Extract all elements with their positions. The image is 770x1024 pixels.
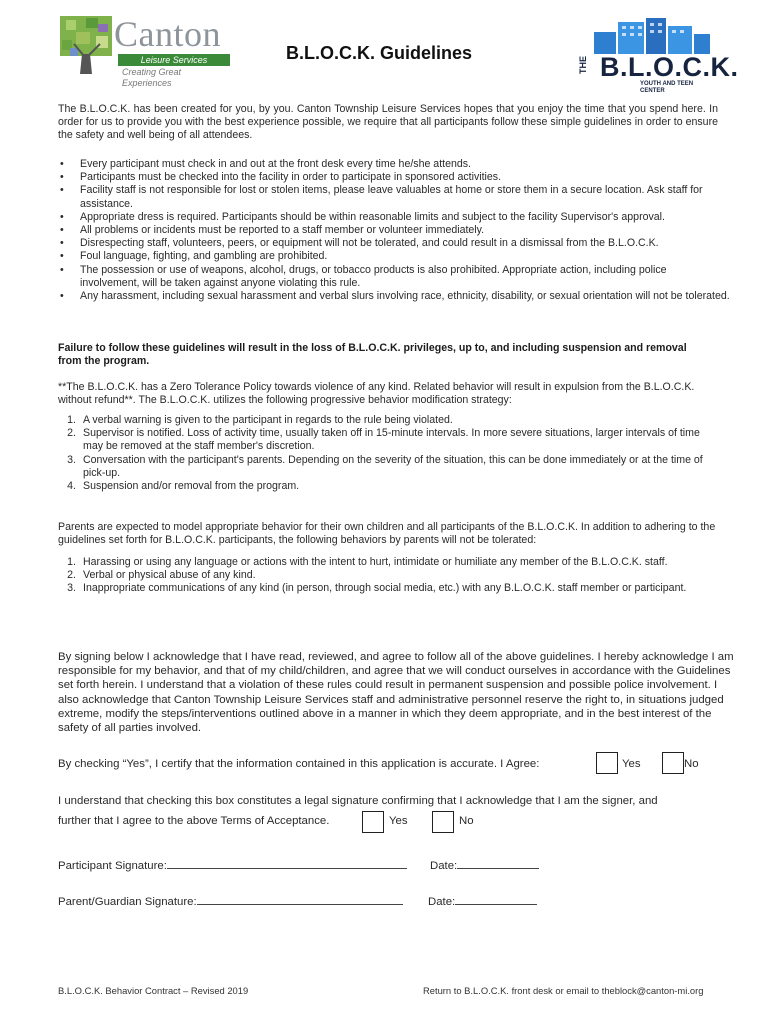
legal-yes-label: Yes <box>389 815 408 827</box>
list-number: 1. <box>67 556 76 568</box>
list-item: • The possession or use of weapons, alcohol, drugs, or tobacco products is also prohibited. Appropriate action, including police involvement, will be taken against anyone violating this rule. <box>58 264 720 290</box>
participant-signature-row <box>58 858 407 873</box>
participant-date-row <box>430 858 539 873</box>
block-logo-word: B.L.O.C.K. <box>600 52 739 82</box>
certify-yes-label: Yes <box>622 758 641 770</box>
list-item: • Disrespecting staff, volunteers, peers, or equipment will not be tolerated, and could result in a dismissal from the B.L.O.C.K. <box>58 237 740 250</box>
legal-no-label: No <box>459 815 474 827</box>
buildings-icon <box>594 18 710 54</box>
guardian-signature-row <box>58 894 403 909</box>
list-number: 3. <box>67 453 76 466</box>
list-number: 2. <box>67 569 76 582</box>
list-item <box>58 454 718 480</box>
zero-tolerance-paragraph: **The B.L.O.C.K. has a Zero Tolerance Policy towards violence of any kind. Related behavior will result in expulsion from the B.L.O.C.K. without refund**. The B.L.O.C.K. utilizes the following progressive behavior modification strategy: <box>58 381 695 407</box>
list-item: • All problems or incidents must be reported to a staff member or volunteer immediately. <box>58 224 740 237</box>
canton-logo-tagline: Creating Great Experiences <box>122 67 182 88</box>
list-item <box>58 582 688 595</box>
warning-heading: Failure to follow these guidelines will result in the loss of B.L.O.C.K. privileges, up to, and including suspension and removal from the program. <box>58 342 687 368</box>
guardian-signature-label: Parent/Guardian Signature: <box>58 896 197 908</box>
list-text: Suspension and/or removal from the program. <box>83 480 300 493</box>
list-item: • Every participant must check in and out at the front desk every time he/she attends. <box>58 158 740 171</box>
canton-logo-band: Leisure Services <box>118 54 230 66</box>
list-item <box>58 414 718 427</box>
certify-yes-checkbox[interactable] <box>596 752 618 774</box>
list-text: Harassing or using any language or actions with the intent to hurt, intimidate or humiliate any member of the B.L.O.C.K. staff. <box>83 556 668 568</box>
footer-right: Return to B.L.O.C.K. front desk or email to theblock@canton-mi.org <box>423 985 704 996</box>
guardian-date-field[interactable] <box>455 894 537 905</box>
list-item <box>58 480 718 493</box>
legal-yes-checkbox[interactable] <box>362 811 384 833</box>
list-item: • Facility staff is not responsible for lost or stolen items, please leave valuables at home or store them in a secure location. Ask staff for assistance. <box>58 184 720 210</box>
legal-no-checkbox[interactable] <box>432 811 454 833</box>
block-logo-prefix: THE <box>578 56 588 74</box>
parents-paragraph: Parents are expected to model appropriate behavior for their own children and all participants of the B.L.O.C.K. In addition to adhering to the guidelines set forth for B.L.O.C.K. participants, the following behaviors by parents will not be tolerated: <box>58 521 716 547</box>
list-item: • Any harassment, including sexual harassment and verbal slurs involving race, ethnicity, disability, or sexual orientation will not be tolerated. <box>58 290 750 303</box>
participant-date-label: Date: <box>430 860 458 872</box>
guardian-signature-field[interactable] <box>197 894 403 905</box>
block-logo <box>578 18 739 94</box>
list-text: Inappropriate communications of any kind (in person, through social media, etc.) with any B.L.O.C.K. staff member or participant. <box>83 582 687 595</box>
list-item <box>58 569 688 582</box>
parent-behaviors-list <box>58 556 688 596</box>
list-number: 3. <box>67 582 76 595</box>
list-text: Verbal or physical abuse of any kind. <box>83 569 256 582</box>
participant-date-field[interactable] <box>457 858 539 869</box>
canton-logo <box>56 14 232 88</box>
block-logo-subtitle: YOUTH AND TEEN CENTER <box>640 81 694 94</box>
list-item: • Foul language, fighting, and gambling are prohibited. <box>58 250 740 263</box>
list-number: 4. <box>67 480 76 493</box>
list-item <box>58 427 718 453</box>
participant-signature-label: Participant Signature: <box>58 860 167 872</box>
intro-paragraph: The B.L.O.C.K. has been created for you, by you. Canton Township Leisure Services hopes that you enjoy the time that you spend here. In order for us to provide you with the best experience possible, we require that all participants follow these simple guidelines in order to ensure the safety and well being of all attendees. <box>58 103 718 142</box>
list-item <box>58 556 688 569</box>
strategy-list <box>58 414 718 493</box>
guardian-date-row <box>428 894 537 909</box>
certify-text: By checking “Yes”, I certify that the information contained in this application is accurate. I Agree: <box>58 758 540 770</box>
list-item: • Appropriate dress is required. Participants should be within reasonable limits and subject to the facility Supervisor's approval. <box>58 211 740 224</box>
list-text: Supervisor is notified. Loss of activity time, usually taken off in 15-minute intervals. In more severe situations, larger intervals of time may be removed at the staff member's discretion. <box>83 427 700 453</box>
list-number: 2. <box>67 427 76 440</box>
legal-text-line-1: I understand that checking this box constitutes a legal signature confirming that I acknowledge that I am the signer, and <box>58 795 658 807</box>
certify-no-label: No <box>684 758 699 770</box>
list-text: Conversation with the participant's parents. Depending on the severity of the situation, this can be done immediately or at the time of pick-up. <box>83 453 703 479</box>
guidelines-list <box>58 158 740 303</box>
list-number: 1. <box>67 414 76 426</box>
legal-text-line-2: further that I agree to the above Terms of Acceptance. <box>58 815 330 827</box>
participant-signature-field[interactable] <box>167 858 407 869</box>
acknowledgement-paragraph: By signing below I acknowledge that I have read, reviewed, and agree to follow all of the above guidelines. I hereby acknowledge I am responsible for my behavior, and that of my child/children, and agree that we will conduct ourselves in accordance with the Guidelines set forth herein. I understand that a violation of these rules could result in permanent suspension and possible police involvement. I also acknowledge that Canton Township Leisure Services staff and administrative personnel reserve the right to, in situations judged extreme, modify the steps/interventions outlined above in a manner in which they deem appropriate, and in the best interest of the safety of all parties involved. <box>58 651 734 735</box>
page-title: B.L.O.C.K. Guidelines <box>286 43 473 63</box>
guardian-date-label: Date: <box>428 896 456 908</box>
list-text: A verbal warning is given to the participant in regards to the rule being violated. <box>83 414 453 426</box>
certify-no-checkbox[interactable] <box>662 752 684 774</box>
canton-logo-word: Canton <box>114 14 221 54</box>
footer-left: B.L.O.C.K. Behavior Contract – Revised 2019 <box>58 985 249 996</box>
tree-icon <box>56 14 116 76</box>
list-item: • Participants must be checked into the facility in order to participate in sponsored activities. <box>58 171 740 184</box>
